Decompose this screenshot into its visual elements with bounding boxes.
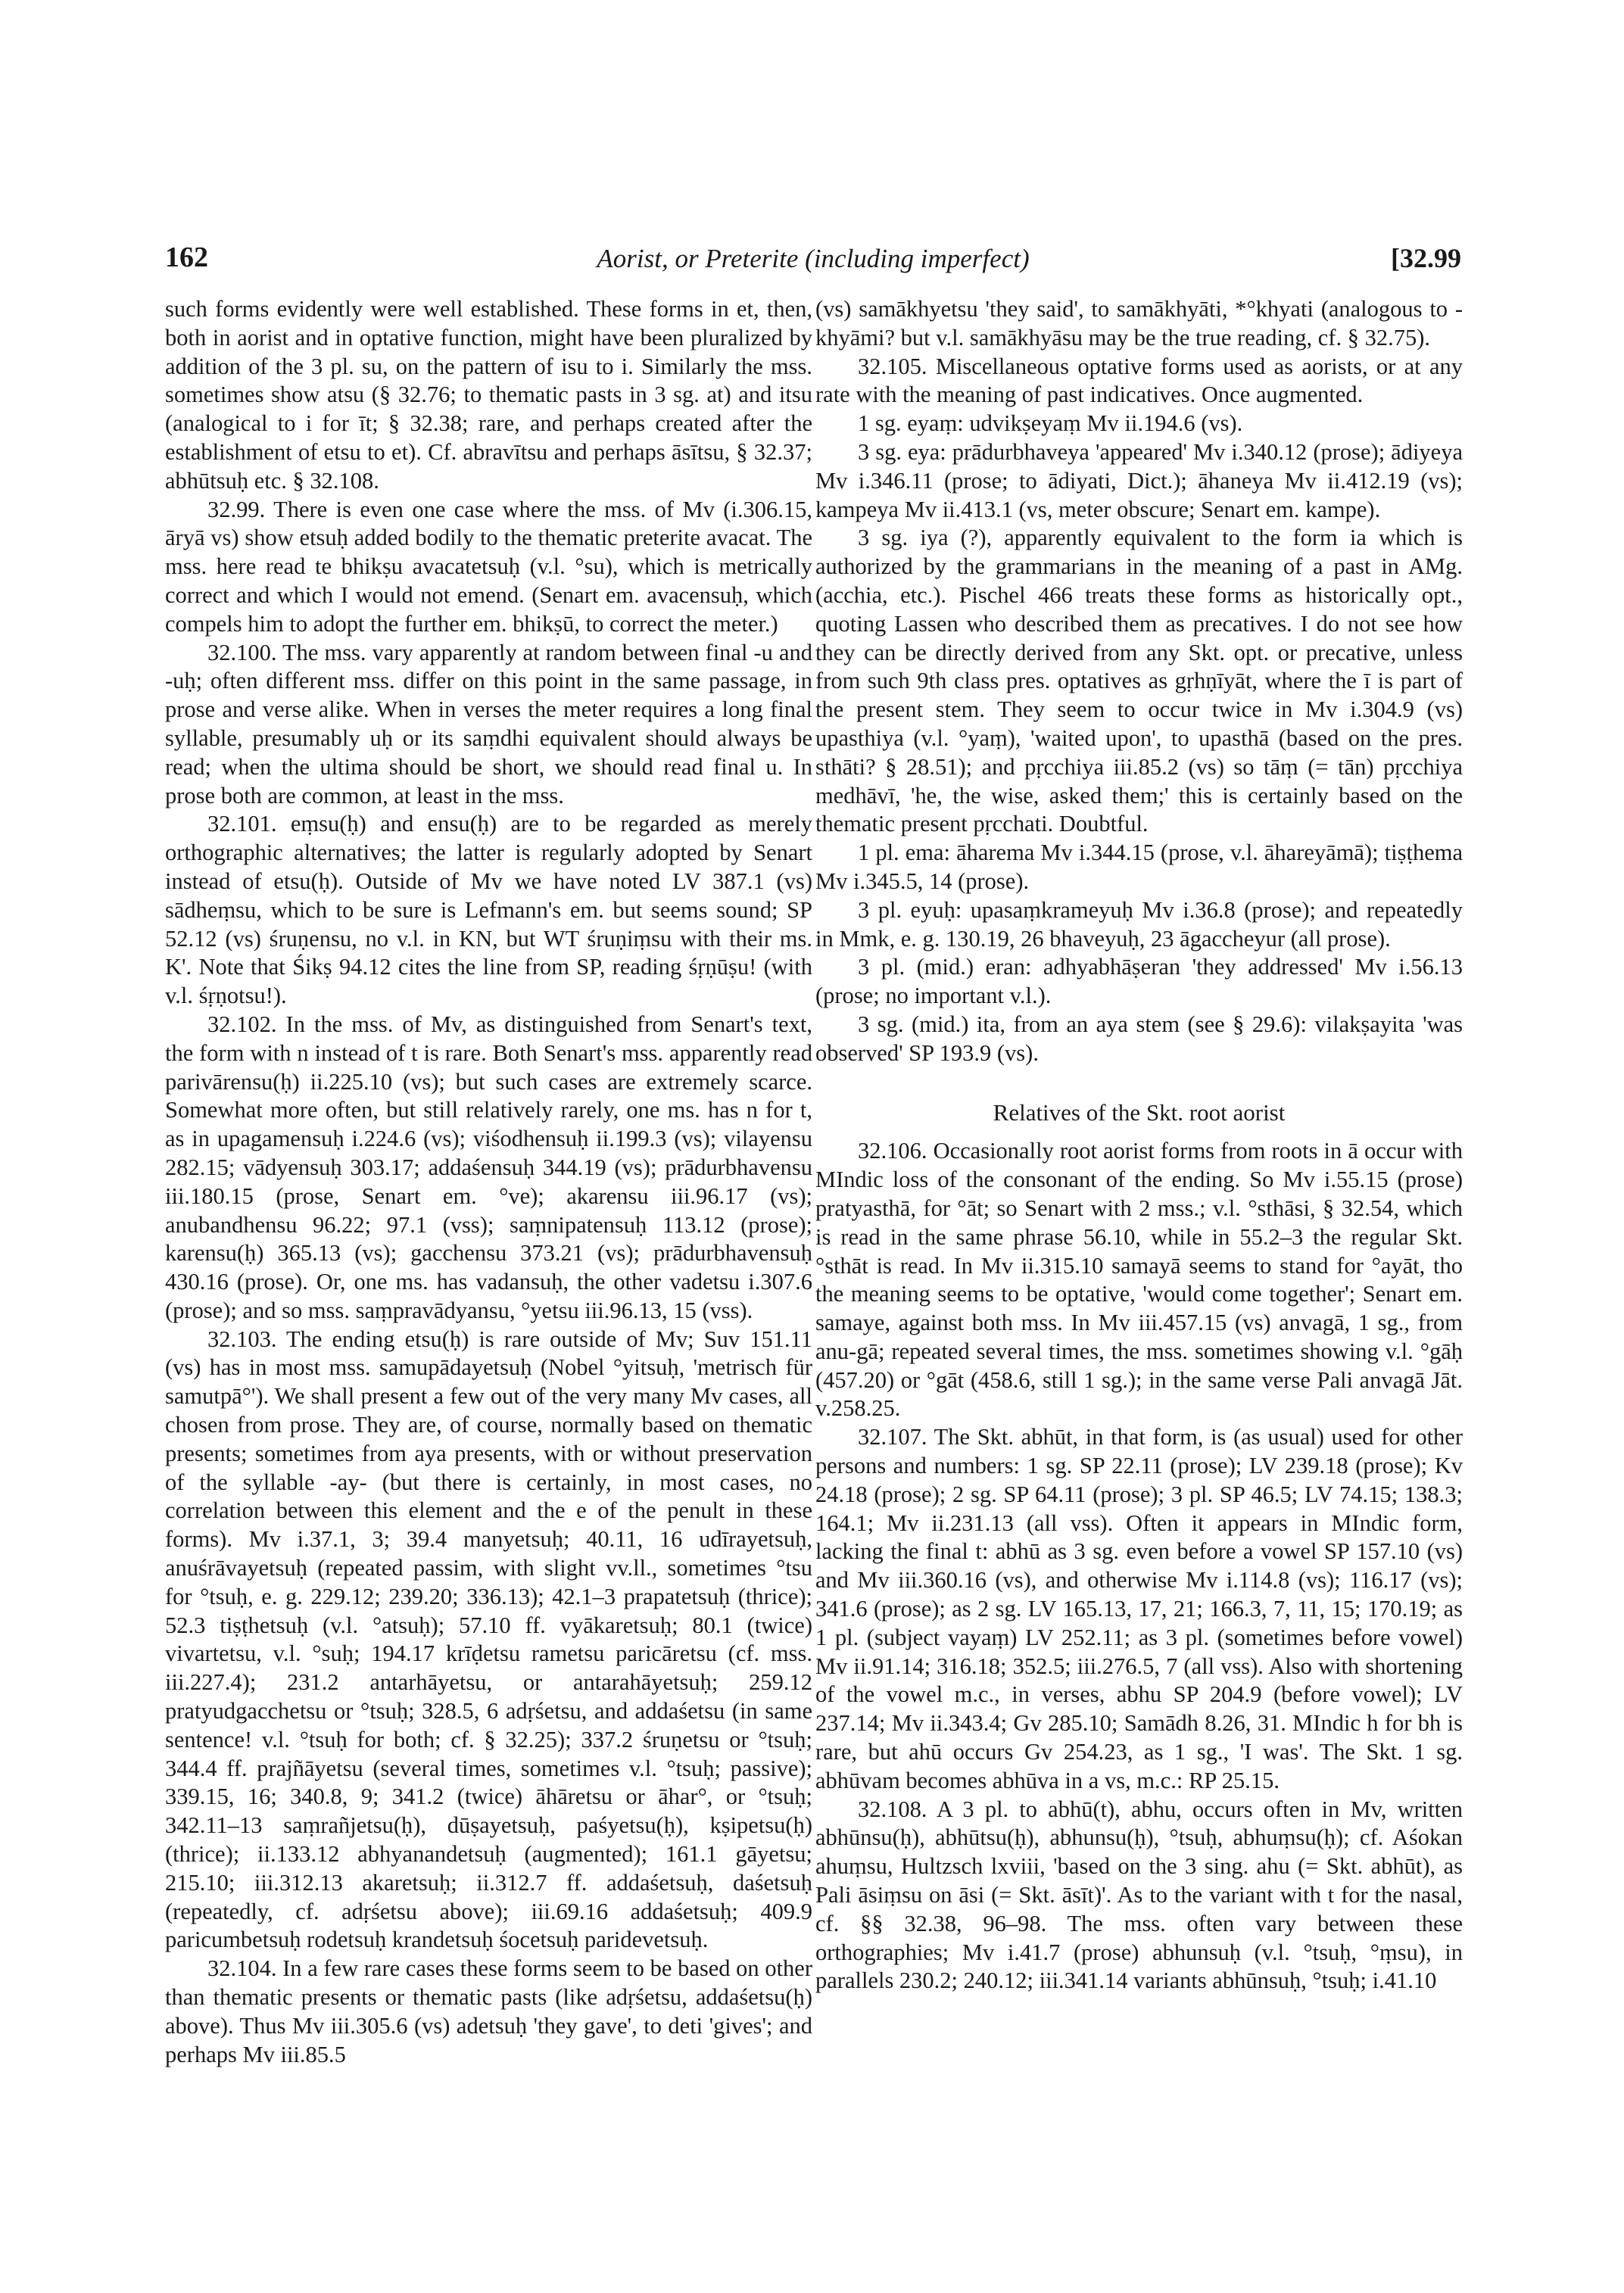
section-heading: Relatives of the Skt. root aorist	[993, 1098, 1286, 1126]
section-reference: [32.99	[1391, 243, 1461, 273]
paragraph: 3 sg. (mid.) ita, from an aya stem (see § 29.6): vilakṣayita 'was observed' SP 193.9 (vs).	[815, 1011, 1463, 1066]
paragraph: 32.106. Occasionally root aorist forms from roots in ā occur with MIndic loss of the consonant of the ending. So Mv i.55.15 (prose) pratyasthā, for °āt; so Senart with 2 mss.; v.l. °sthāsi, § 32.54, which is read in the same phrase 56.10, while in 55.2–3 the regular Skt. °sthāt is read. In Mv ii.315.10 samayā seems to stand for °ayāt, tho the meaning seems to be optative, 'would come together'; Senart em. samaye, against both mss. In Mv iii.457.15 (vs) anvagā, 1 sg., from anu-gā; repeated several times, the mss. sometimes showing v.l. °gāḥ (457.20) or °gāt (458.6, still 1 sg.); in the same verse Pali anvagā Jāt. v.258.25.	[815, 1138, 1463, 1422]
paragraph: 32.105. Miscellaneous optative forms used as aorists, or at any rate with the meaning of past indicatives. Once augmented.	[815, 353, 1463, 408]
paragraph: 32.101. eṃsu(ḥ) and ensu(ḥ) are to be regarded as merely orthographic alternatives; the latter is regularly adopted by Senart instead of etsu(ḥ). Outside of Mv we have noted LV 387.1 (vs) sādheṃsu, which to be sure is Lefmann's em. but seems sound; SP 52.12 (vs) śruṇensu, no v.l. in KN, but WT śruṇiṃsu with their ms. K'. Note that Śikṣ 94.12 cites the line from SP, reading śṛṇūṣu! (with v.l. śṛṇotsu!).	[165, 811, 812, 1009]
page-header	[165, 241, 1461, 286]
paragraph: 32.100. The mss. vary apparently at random between final -u and -uḥ; often different mss. differ on this point in the same passage, in prose and verse alike. When in verses the meter requires a long final syllable, presumably uḥ or its saṃdhi equivalent should always be read; when the ultima should be short, we should read final u. In prose both are common, at least in the mss.	[165, 639, 812, 808]
paragraph: 1 sg. eyaṃ: udvikṣeyaṃ Mv ii.194.6 (vs).	[858, 410, 1243, 437]
paragraph: 1 pl. ema: āharema Mv i.344.15 (prose, v.l. āhareyāmā); tiṣṭhema Mv i.345.5, 14 (prose).	[815, 840, 1463, 894]
paragraph: 3 sg. iya (?), apparently equivalent to the form ia which is authorized by the grammarians in the meaning of a past in AMg. (acchia, etc.). Pischel 466 treats these forms as historically opt., quoting Lassen who described them as precatives. I do not see how they can be directly derived from any Skt. opt. or precative, unless from such 9th class pres. optatives as gṛhṇīyāt, where the ī is part of the present stem. They seem to occur twice in Mv i.304.9 (vs) upasthiya (v.l. °yaṃ), 'waited upon', to upasthā (based on the pres. sthāti? § 28.51); and pṛcchiya iii.85.2 (vs) so tāṃ (= tān) pṛcchiya medhāvī, 'he, the wise, asked them;' this is certainly based on the thematic present pṛcchati. Doubtful.	[815, 525, 1463, 837]
paragraph: such forms evidently were well established. These forms in et, then, both in aorist and in optative function, might have been pluralized by addition of the 3 pl. su, on the pattern of isu to i. Similarly the mss. sometimes show atsu (§ 32.76; to thematic pasts in 3 sg. at) and itsu (analogical to i for īt; § 32.38; rare, and perhaps created after the establishment of etsu to et). Cf. abravītsu and perhaps āsītsu, § 32.37; abhūtsuḥ etc. § 32.108.	[165, 296, 812, 494]
paragraph: 3 pl. eyuḥ: upasaṃkrameyuḥ Mv i.36.8 (prose); and repeatedly in Mmk, e. g. 130.19, 26 bhaveyuḥ, 23 āgaccheyur (all prose).	[815, 896, 1463, 952]
paragraph: (vs) samākhyetsu 'they said', to samākhyāti, *°khyati (analogous to -khyāmi? but v.l. samākhyāsu may be the true reading, cf. § 32.75).	[815, 296, 1463, 350]
left-column	[165, 295, 812, 2069]
paragraph: 32.99. There is even one case where the mss. of Mv (i.306.15, āryā vs) show etsuḥ added bodily to the thematic preterite avacat. The mss. here read te bhikṣu avacatetsuḥ (v.l. °su), which is metrically correct and which I would not emend. (Senart em. avacensuḥ, which compels him to adopt the further em. bhikṣū, to correct the meter.)	[165, 496, 812, 637]
paragraph: 32.103. The ending etsu(ḥ) is rare outside of Mv; Suv 151.11 (vs) has in most mss. samupādayetsuḥ (Nobel °yitsuḥ, 'metrisch für samutpā°'). We shall present a few out of the very many Mv cases, all chosen from prose. They are, of course, normally based on thematic presents; sometimes from aya presents, with or without preservation of the syllable -ay- (but there is certainly, in most cases, no correlation between this element and the e of the penult in these forms). Mv i.37.1, 3; 39.4 manyetsuḥ; 40.11, 16 udīrayetsuḥ, anuśrāvayetsuḥ (repeated passim, with slight vv.ll., sometimes °tsu for °tsuḥ, e. g. 229.12; 239.20; 336.13); 42.1–3 prapatetsuḥ (thrice); 52.3 tiṣṭhetsuḥ (v.l. °atsuḥ); 57.10 ff. vyākaretsuḥ; 80.1 (twice) vivartetsu, v.l. °suḥ; 194.17 krīḍetsu rametsu paricāretsu (cf. mss. iii.227.4); 231.2 antarhāyetsu, or antarahāyetsuḥ; 259.12 pratyudgacchetsu or °tsuḥ; 328.5, 6 adṛśetsu, and addaśetsu (in same sentence! v.l. °tsuḥ for both; cf. § 32.25); 337.2 śruṇetsu or °tsuḥ; 344.4 ff. prajñāyetsu (several times, sometimes v.l. °tsuḥ; passive); 339.15, 16; 340.8, 9; 341.2 (twice) āhāretsu or āhar°, or °tsuḥ; 342.11–13 saṃrañjetsu(ḥ), dūṣayetsuḥ, paśyetsu(ḥ), kṣipetsu(ḥ) (thrice); ii.133.12 abhyanandetsuḥ (augmented); 161.1 gāyetsu; 215.10; iii.312.13 akaretsuḥ; ii.312.7 ff. addaśetsuḥ, daśetsuḥ (repeatedly, cf. adṛśetsu above); iii.69.16 addaśetsuḥ; 409.9 paricumbetsuḥ rodetsuḥ krandetsuḥ śocetsuḥ paridevetsuḥ.	[165, 1326, 812, 1953]
paragraph: 32.108. A 3 pl. to abhū(t), abhu, occurs often in Mv, written abhūnsu(ḥ), abhūtsu(ḥ), abhunsu(ḥ), °tsuḥ, abhuṃsu(ḥ); cf. Aśokan ahuṃsu, Hultzsch lxviii, 'based on the 3 sing. ahu (= Skt. abhūt), as Pali āsiṃsu on āsi (= Skt. āsīt)'. As to the variant with t for the nasal, cf. §§ 32.38, 96–98. The mss. often vary between these orthographies; Mv i.41.7 (prose) abhunsuḥ (v.l. °tsuḥ, °ṃsu), in parallels 230.2; 240.12; iii.341.14 variants abhūnsuḥ, °tsuḥ; i.41.10	[815, 1796, 1463, 1994]
paragraph: 32.107. The Skt. abhūt, in that form, is (as usual) used for other persons and numbers: 1 sg. SP 22.11 (prose); LV 239.18 (prose); Kv 24.18 (prose); 2 sg. SP 64.11 (prose); 3 pl. SP 46.5; LV 74.15; 138.3; 164.1; Mv ii.231.13 (all vss). Often it appears in MIndic form, lacking the final t: abhū as 3 sg. even before a vowel SP 157.10 (vs) and Mv iii.360.16 (vs), and otherwise Mv i.114.8 (vs); 116.17 (vs); 341.6 (prose); as 2 sg. LV 165.13, 17, 21; 166.3, 7, 11, 15; 170.19; as 1 pl. (subject vayaṃ) LV 252.11; as 3 pl. (sometimes before vowel) Mv ii.91.14; 316.18; 352.5; iii.276.5, 7 (all vss). Also with shortening of the vowel m.c., in verses, abhu SP 204.9 (before vowel); LV 237.14; Mv ii.343.4; Gv 285.10; Samādh 8.26, 31. MIndic h for bh is rare, but ahū occurs Gv 254.23, as 1 sg., 'I was'. The Skt. 1 sg. abhūvam becomes abhūva in a vs, m.c.: RP 25.15.	[815, 1424, 1463, 1793]
paragraph: 3 sg. eya: prādurbhaveya 'appeared' Mv i.340.12 (prose); ādiyeya Mv i.346.11 (prose; to ādiyati, Dict.); āhaneya Mv ii.412.19 (vs); kampeya Mv ii.413.1 (vs, meter obscure; Senart em. kampe).	[815, 438, 1463, 522]
right-column	[815, 295, 1463, 1995]
running-title: Aorist, or Preterite (including imperfect)	[597, 244, 1030, 273]
paragraph: 32.104. In a few rare cases these forms seem to be based on other than thematic presents or thematic pasts (like adṛśetsu, addaśetsu(ḥ) above). Thus Mv iii.305.6 (vs) adetsuḥ 'they gave', to deti 'gives'; and perhaps Mv iii.85.5	[165, 1955, 812, 2067]
paragraph: 32.102. In the mss. of Mv, as distinguished from Senart's text, the form with n instead of t is rare. Both Senart's mss. apparently read parivārensu(ḥ) ii.225.10 (vs); but such cases are extremely scarce. Somewhat more often, but still relatively rarely, one ms. has n for t, as in upagamensuḥ i.224.6 (vs); viśodhensuḥ ii.199.3 (vs); vilayensu 282.15; vādyensuḥ 303.17; addaśensuḥ 344.19 (vs); prādurbhavensu iii.180.15 (prose, Senart em. °ve); akarensu iii.96.17 (vs); anubandhensu 96.22; 97.1 (vss); saṃnipatensuḥ 113.12 (prose); karensu(ḥ) 365.13 (vs); gacchensu 373.21 (vs); prādurbhavensuḥ 430.16 (prose). Or, one ms. has vadansuḥ, the other vadetsu i.307.6 (prose); and so mss. saṃpravādyansu, °yetsu iii.96.13, 15 (vss).	[165, 1011, 812, 1323]
paragraph: 3 pl. (mid.) eran: adhyabhāṣeran 'they addressed' Mv i.56.13 (prose; no important v.l.).	[815, 954, 1463, 1009]
page-number: 162	[165, 241, 208, 273]
